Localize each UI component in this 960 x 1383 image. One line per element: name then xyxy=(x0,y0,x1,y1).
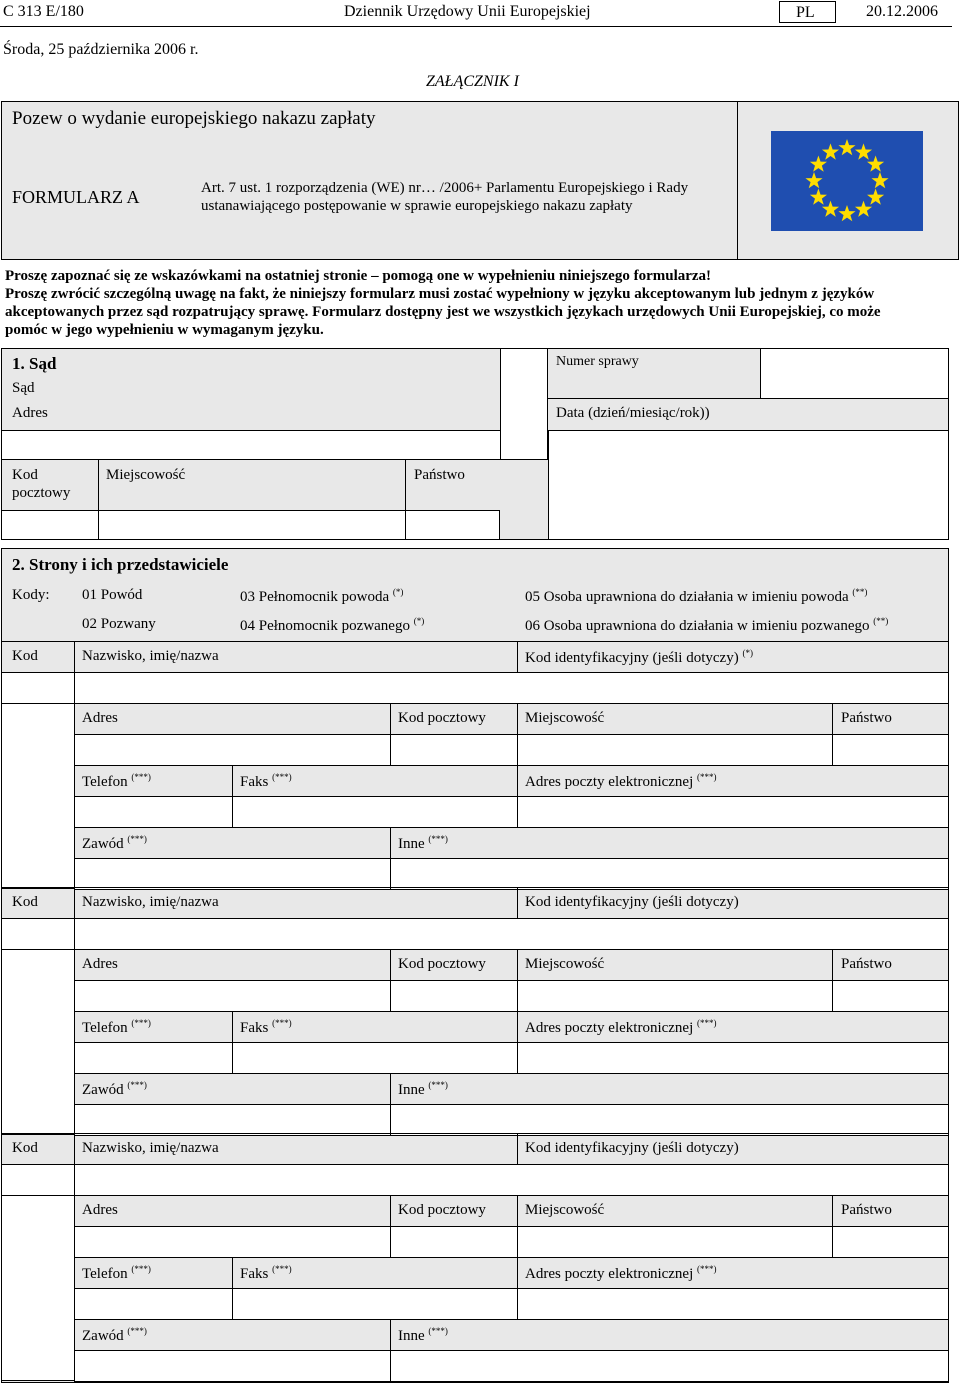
party-2-address-input[interactable] xyxy=(74,980,391,1012)
party-3-fax-input[interactable] xyxy=(232,1288,518,1320)
party-3-address-input[interactable] xyxy=(74,1226,391,1258)
party-1-profession-input[interactable] xyxy=(74,858,391,890)
party-3-id-label: Kod identyfikacyjny (jeśli dotyczy) xyxy=(525,1140,739,1156)
party-1-div-a xyxy=(74,641,75,672)
party-3-top-rule xyxy=(1,1133,949,1134)
party-1-country-label: Państwo xyxy=(841,710,892,726)
case-number-rule xyxy=(548,398,949,399)
party-3-div-b xyxy=(517,1133,518,1164)
court-city-input[interactable] xyxy=(98,510,406,540)
party-1-other-label: Inne (***) xyxy=(398,834,448,852)
case-number-input[interactable] xyxy=(760,348,949,399)
party-3-email-input[interactable] xyxy=(517,1288,949,1320)
code-03: 03 Pełnomocnik powoda (*) xyxy=(240,587,404,605)
code-04: 04 Pełnomocnik pozwanego (*) xyxy=(240,616,425,634)
party-3-name-label: Nazwisko, imię/nazwa xyxy=(82,1140,219,1156)
party-1-country-input[interactable] xyxy=(832,734,949,766)
party-3-city-input[interactable] xyxy=(517,1226,833,1258)
case-number-label: Numer sprawy xyxy=(556,354,639,369)
party-3-other-label: Inne (***) xyxy=(398,1326,448,1344)
court-country-input[interactable] xyxy=(405,510,500,540)
party-3-phone-input[interactable] xyxy=(74,1288,233,1320)
party-1-code-name-input[interactable] xyxy=(1,672,949,704)
code-06: 06 Osoba uprawniona do działania w imieniu pozwanego (**) xyxy=(525,616,889,634)
court-label: Sąd xyxy=(12,380,35,396)
party-1-city-label: Miejscowość xyxy=(525,710,605,726)
party-2-code-name-input[interactable] xyxy=(1,918,949,950)
journal-name: Dziennik Urzędowy Unii Europejskiej xyxy=(344,3,591,20)
instructions-line1: Proszę zapoznać się ze wskazówkami na ostatniej stronie – pomogą one w wypełnieniu niniejszego formularza! xyxy=(5,268,712,284)
party-2-country-input[interactable] xyxy=(832,980,949,1012)
party-1-email-label: Adres poczty elektronicznej (***) xyxy=(525,772,717,790)
party-1-profession-label: Zawód (***) xyxy=(82,834,147,852)
party-2-address-label: Adres xyxy=(82,956,118,972)
party-2-profession-label: Zawód (***) xyxy=(82,1080,147,1098)
party-2-phone-input[interactable] xyxy=(74,1042,233,1074)
party-2-code-label: Kod xyxy=(12,894,38,910)
party-2-phone-label: Telefon (***) xyxy=(82,1018,151,1036)
party-1-postal-label: Kod pocztowy xyxy=(398,710,486,726)
party-2-profession-input[interactable] xyxy=(74,1104,391,1136)
party-1-email-input[interactable] xyxy=(517,796,949,828)
codes-label: Kody: xyxy=(12,587,50,603)
journal-ref: C 313 E/180 xyxy=(3,3,84,20)
party-1-name-label: Nazwisko, imię/nazwa xyxy=(82,648,219,664)
party-2-city-label: Miejscowość xyxy=(525,956,605,972)
court-address-label: Adres xyxy=(12,405,48,421)
party-3-country-input[interactable] xyxy=(832,1226,949,1258)
party-3-profession-label: Zawód (***) xyxy=(82,1326,147,1344)
party-3-other-input[interactable] xyxy=(390,1350,949,1382)
party-2-div-c xyxy=(74,918,75,950)
case-date-label: Data (dzień/miesiąc/rok)) xyxy=(556,405,710,421)
instructions-line3: akceptowanych przez sąd rozpatrujący sprawę. Formularz dostępny jest we wszystkich językach urzędowych Unii Europejskiej, co może xyxy=(5,304,881,320)
party-2-other-label: Inne (***) xyxy=(398,1080,448,1098)
regulation-line2: ustanawiającego postępowanie w sprawie europejskiego nakazu zapłaty xyxy=(201,198,633,214)
code-02: 02 Pozwany xyxy=(82,616,156,632)
instructions-line2: Proszę zwrócić szczególną uwagę na fakt, że niniejszy formularz musi zostać wypełniony w języku akceptowanym lub jednym z języków xyxy=(5,286,875,302)
party-1-div-b xyxy=(517,641,518,672)
annex-label: ZAŁĄCZNIK I xyxy=(426,73,519,90)
court-postal-label-2: pocztowy xyxy=(12,485,71,501)
party-3-div-a xyxy=(74,1133,75,1164)
court-city-label: Miejscowość xyxy=(106,467,186,483)
party-3-code-name-input[interactable] xyxy=(1,1164,949,1196)
postal-rule xyxy=(1,459,549,460)
party-3-div-c xyxy=(74,1164,75,1196)
party-2-div-a xyxy=(74,887,75,918)
party-1-address-input[interactable] xyxy=(74,734,391,766)
party-2-div-b xyxy=(517,887,518,918)
party-3-profession-input[interactable] xyxy=(74,1350,391,1382)
lang-code: PL xyxy=(796,4,815,21)
lang-box xyxy=(779,1,836,23)
party-1-phone-input[interactable] xyxy=(74,796,233,828)
party-2-top-rule xyxy=(1,887,949,888)
journal-date: 20.12.2006 xyxy=(866,3,938,20)
party-3-addr-rule xyxy=(74,1195,949,1196)
eu-flag-icon xyxy=(771,131,923,231)
party-2-fax-input[interactable] xyxy=(232,1042,518,1074)
party-1-fax-input[interactable] xyxy=(232,796,518,828)
party-2-country-label: Państwo xyxy=(841,956,892,972)
party-1-left-column xyxy=(1,703,75,889)
party-2-postal-label: Kod pocztowy xyxy=(398,956,486,972)
party-1-addr-rule xyxy=(74,703,949,704)
session-date: Środa, 25 października 2006 r. xyxy=(3,41,199,58)
party-1-city-input[interactable] xyxy=(517,734,833,766)
party-1-fax-label: Faks (***) xyxy=(240,772,292,790)
court-address-input[interactable] xyxy=(1,430,501,460)
party-3-country-label: Państwo xyxy=(841,1202,892,1218)
header-rule xyxy=(0,26,952,27)
party-3-left-column xyxy=(1,1195,75,1381)
code-05: 05 Osoba uprawniona do działania w imieniu powoda (**) xyxy=(525,587,868,605)
party-3-code-label: Kod xyxy=(12,1140,38,1156)
case-date-input[interactable] xyxy=(548,430,949,540)
party-3-phone-label: Telefon (***) xyxy=(82,1264,151,1282)
party-2-postal-input[interactable] xyxy=(390,980,518,1012)
form-label: FORMULARZ A xyxy=(12,187,140,207)
title-divider xyxy=(737,101,738,260)
party-3-fax-label: Faks (***) xyxy=(240,1264,292,1282)
party-2-id-label: Kod identyfikacyjny (jeśli dotyczy) xyxy=(525,894,739,910)
party-3-address-label: Adres xyxy=(82,1202,118,1218)
party-1-code-label: Kod xyxy=(12,648,38,664)
party-2-fax-label: Faks (***) xyxy=(240,1018,292,1036)
party-1-postal-input[interactable] xyxy=(390,734,518,766)
party-2-addr-rule xyxy=(74,949,949,950)
party-1-address-label: Adres xyxy=(82,710,118,726)
party-3-postal-input[interactable] xyxy=(390,1226,518,1258)
section2-heading: 2. Strony i ich przedstawiciele xyxy=(12,555,229,574)
court-spacer xyxy=(500,348,548,460)
party-1-phone-label: Telefon (***) xyxy=(82,772,151,790)
section1-heading: 1. Sąd xyxy=(12,354,57,373)
party-3-postal-label: Kod pocztowy xyxy=(398,1202,486,1218)
court-country-label: Państwo xyxy=(414,467,465,483)
party-1-div-c xyxy=(74,672,75,704)
code-01: 01 Powód xyxy=(82,587,143,603)
party-3-city-label: Miejscowość xyxy=(525,1202,605,1218)
party-1-top-rule xyxy=(1,641,949,642)
party-1-other-input[interactable] xyxy=(390,858,949,890)
court-postal-label-1: Kod xyxy=(12,467,38,483)
party-2-email-label: Adres poczty elektronicznej (***) xyxy=(525,1018,717,1036)
form-title: Pozew o wydanie europejskiego nakazu zapłaty xyxy=(12,108,376,129)
party-2-name-label: Nazwisko, imię/nazwa xyxy=(82,894,219,910)
party-3-email-label: Adres poczty elektronicznej (***) xyxy=(525,1264,717,1282)
party-2-other-input[interactable] xyxy=(390,1104,949,1136)
party-2-city-input[interactable] xyxy=(517,980,833,1012)
party-2-email-input[interactable] xyxy=(517,1042,949,1074)
party-2-left-column xyxy=(1,949,75,1135)
instructions-line4: pomóc w jego wypełnieniu w wymaganym języku. xyxy=(5,322,324,338)
party-1-id-label: Kod identyfikacyjny (jeśli dotyczy) (*) xyxy=(525,648,753,666)
regulation-line1: Art. 7 ust. 1 rozporządzenia (WE) nr… /2006+ Parlamentu Europejskiego i Rady xyxy=(201,180,689,196)
court-postal-input[interactable] xyxy=(1,510,99,540)
